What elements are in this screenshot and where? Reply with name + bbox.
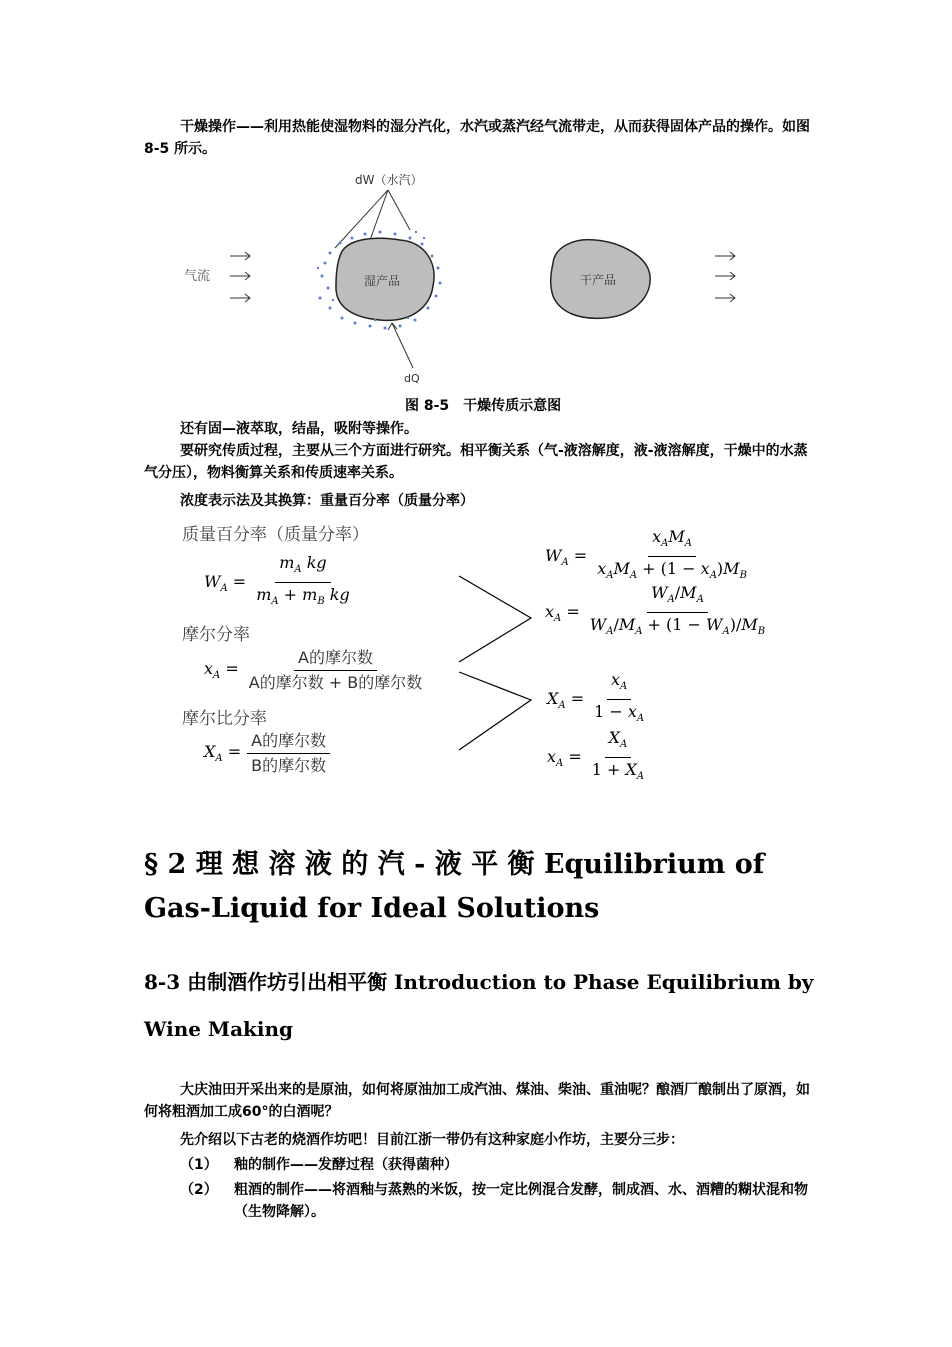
dq-label: dQ — [404, 372, 420, 385]
formula-mass-fraction: $W_A$ = $\frac{m_A kg}{m_A + m_B kg}$ — [204, 553, 350, 608]
mole-fraction-numerator: A的摩尔数 — [294, 648, 377, 671]
drying-diagram — [170, 168, 770, 393]
step-item: （2） 粗酒的制作——将酒釉与蒸熟的米饭，按一定比例混合发酵，制成酒、水、酒糟的糊状混和物（生物降解）。 — [180, 1182, 808, 1220]
dw-label: dW（水汽） — [355, 173, 423, 187]
formula-Xa-from-xa: $X_A$ = $\frac{x_A}{1 - x_A}$ — [547, 670, 645, 725]
intro-paragraph: 干燥操作——利用热能使湿物料的湿分汽化，水汽或蒸汽经气流带走，从而获得固体产品的操作。如图 8-5 所示。 — [144, 119, 810, 157]
airflow-arrows-left — [230, 252, 250, 302]
formula-mole-fraction: $x_A$ = $\frac{\text{A的摩尔数}}{\text{A的摩尔数 + B的摩尔数}}$ — [204, 648, 426, 693]
formula-xa-from-wa: $x_A$ = $\frac{W_A/M_A}{W_A/M_A + (1 - W_A)/M_B}$ — [545, 583, 766, 638]
body-paragraph-oil: 大庆油田开采出来的是原油，如何将原油加工成汽油、煤油、柴油、重油呢？酿酒厂酿制出了原酒，如何将粗酒加工成60°的白酒呢？ — [144, 1082, 810, 1120]
formula-wa-from-xa: $W_A$ = $\frac{x_AM_A}{x_AM_A + (1 - x_A)M_B}$ — [545, 527, 747, 582]
section-8-3-title-line2: Wine Making — [144, 1017, 294, 1041]
airflow-arrows-right — [715, 252, 735, 302]
section-2-title-line2: Gas-Liquid for Ideal Solutions — [144, 893, 600, 924]
formula-mole-ratio: $X_A$ = $\frac{\text{A的摩尔数}}{\text{B的摩尔数}}$ — [204, 731, 330, 776]
section-2-title: § 2 理 想 溶 液 的 汽 - 液 平 衡 Equilibrium of — [144, 849, 765, 880]
mole-ratio-denominator: B的摩尔数 — [251, 756, 327, 775]
mole-ratio-title: 摩尔比分率 — [182, 709, 267, 729]
wet-product-label: 湿产品 — [364, 274, 401, 288]
paragraph-research: 要研究传质过程，主要从三个方面进行研究。相平衡关系（气-液溶解度，液-液溶解度，干燥中的水蒸气分压），物料衡算关系和传质速率关系。 — [144, 443, 808, 481]
mole-fraction-title: 摩尔分率 — [182, 625, 250, 645]
mole-ratio-numerator: A的摩尔数 — [247, 731, 330, 754]
formula-xa-from-Xa: $x_A$ = $\frac{X_A}{1 + X_A}$ — [547, 728, 645, 783]
section-8-3-title: 8-3 由制酒作坊引出相平衡 Introduction to Phase Equilibrium by — [144, 970, 814, 994]
airflow-label: 气流 — [184, 269, 211, 284]
dry-product-label: 干产品 — [580, 273, 617, 287]
mass-fraction-title: 质量百分率（质量分率） — [182, 525, 369, 545]
paragraph-concentration: 浓度表示法及其换算：重量百分率（质量分率） — [180, 493, 474, 509]
step-item: （1） 釉的制作——发酵过程（获得菌种） — [180, 1157, 458, 1173]
figure-caption: 图 8-5 干燥传质示意图 — [405, 398, 562, 414]
conversion-brackets — [455, 570, 545, 755]
mole-fraction-denominator: A的摩尔数 + B的摩尔数 — [248, 673, 423, 692]
body-paragraph-workshop: 先介绍以下古老的烧酒作坊吧！目前江浙一带仍有这种家庭小作坊，主要分三步： — [180, 1132, 684, 1148]
paragraph-other-ops: 还有固—液萃取，结晶，吸附等操作。 — [180, 421, 418, 437]
